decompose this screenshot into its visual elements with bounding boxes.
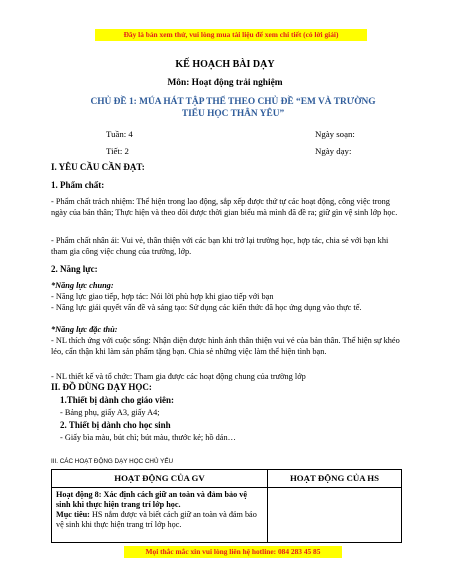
section-1-heading: I. YÊU CẦU CẦN ĐẠT: [51,162,145,172]
table-row [52,488,402,543]
activity-goal [56,510,263,530]
topic-heading: CHỦ ĐỀ 1: MÚA HÁT TẬP THỂ THEO CHỦ ĐỀ “EM VÀ TRƯỜNG TIỂU HỌC THÂN YÊU” [90,97,376,119]
teacher-equipment-items: - Bảng phụ, giấy A3, giấy A4; [60,408,160,417]
hotline-banner: Mọi thắc mắc xin vui lòng liên hệ hotline: 084 283 45 85 [124,546,342,558]
subject-line: Môn: Hoạt động trải nghiệm [167,78,283,88]
table-header-row [52,470,402,488]
student-equipment-items: - Giấy bìa màu, bút chì; bút màu, thước kẻ; hồ dán… [60,433,236,442]
specific-competency-2: - NL thiết kế và tổ chức: Tham gia được các hoạt động chung của trường lớp [51,372,306,381]
teacher-equipment-label: 1.Thiết bị dành cho giáo viên: [60,395,175,405]
quality-kindness: - Phẩm chất nhân ái: Vui vẻ, thân thiện với các bạn khi trở lại trường học, hợp tác, chia sẻ với bạn khi tham gia công việc chung của trường, lớp. [51,236,389,256]
student-activity-cell [268,488,402,543]
student-column-header: HOẠT ĐỘNG CỦA HS [268,470,402,488]
teacher-column-header: HOẠT ĐỘNG CỦA GV [52,470,268,488]
week-label: Tuần: 4 [106,129,133,139]
activity-8-title: Hoạt động 8: Xác định cách giữ an toàn và đảm bảo vệ sinh khi thực hiện trang trí lớp học. [56,490,247,509]
section-2-heading: II. ĐỒ DÙNG DẠY HỌC: [51,382,152,392]
specific-competency-1: - NL thích ứng với cuộc sống: Nhận diện được hình ảnh thân thiện vui vẻ của bản thân. Thể hiện sự khéo léo, cẩn thận khi làm sản phẩm tặng bạn. Chia sẻ những việc làm thể hiện tình bạn. [51,336,400,356]
goal-text: HS nắm được và biết cách giữ an toàn và đảm bảo vệ sinh khi thực hiện trang trí lớp học. [56,510,257,529]
general-competency-2: - Năng lực giải quyết vấn đề và sáng tạo: Sử dụng các kiến thức đã học ứng dụng vào thực tế. [51,303,362,312]
preview-banner: Đây là bản xem thử, vui lòng mua tài liệu để xem chi tiết (có lời giải) [95,29,367,41]
specific-competency-label: *Năng lực đặc thù: [51,325,118,334]
teacher-activity-cell [52,488,268,543]
competency-heading: 2. Năng lực: [51,264,98,274]
student-equipment-label: 2. Thiết bị dành cho học sinh [60,420,171,430]
activities-table [51,469,402,543]
general-competency-1: - Năng lực giao tiếp, hợp tác: Nói lời phù hợp khi giao tiếp với bạn [51,292,274,301]
qualities-heading: 1. Phẩm chất: [51,180,105,190]
document-title: KẾ HOẠCH BÀI DẠY [175,59,275,70]
general-competency-label: *Năng lực chung: [51,281,114,290]
prep-date-label: Ngày soạn: [315,129,355,139]
quality-responsibility: - Phẩm chất trách nhiệm: Thể hiện trong lao động, sắp xếp được thứ tự các hoạt động, công việc trong ngày của bản thân; Thực hiện và theo dõi được thời gian biểu mà mình đã đề ra; giữ gìn vệ sinh lớp học. [51,197,398,217]
teach-date-label: Ngày dạy: [315,146,352,156]
lesson-label: Tiết: 2 [106,146,129,156]
section-3-heading: III. CÁC HOẠT ĐỘNG DẠY HỌC CHỦ YẾU [51,458,174,465]
goal-label: Mục tiêu: [56,510,90,519]
